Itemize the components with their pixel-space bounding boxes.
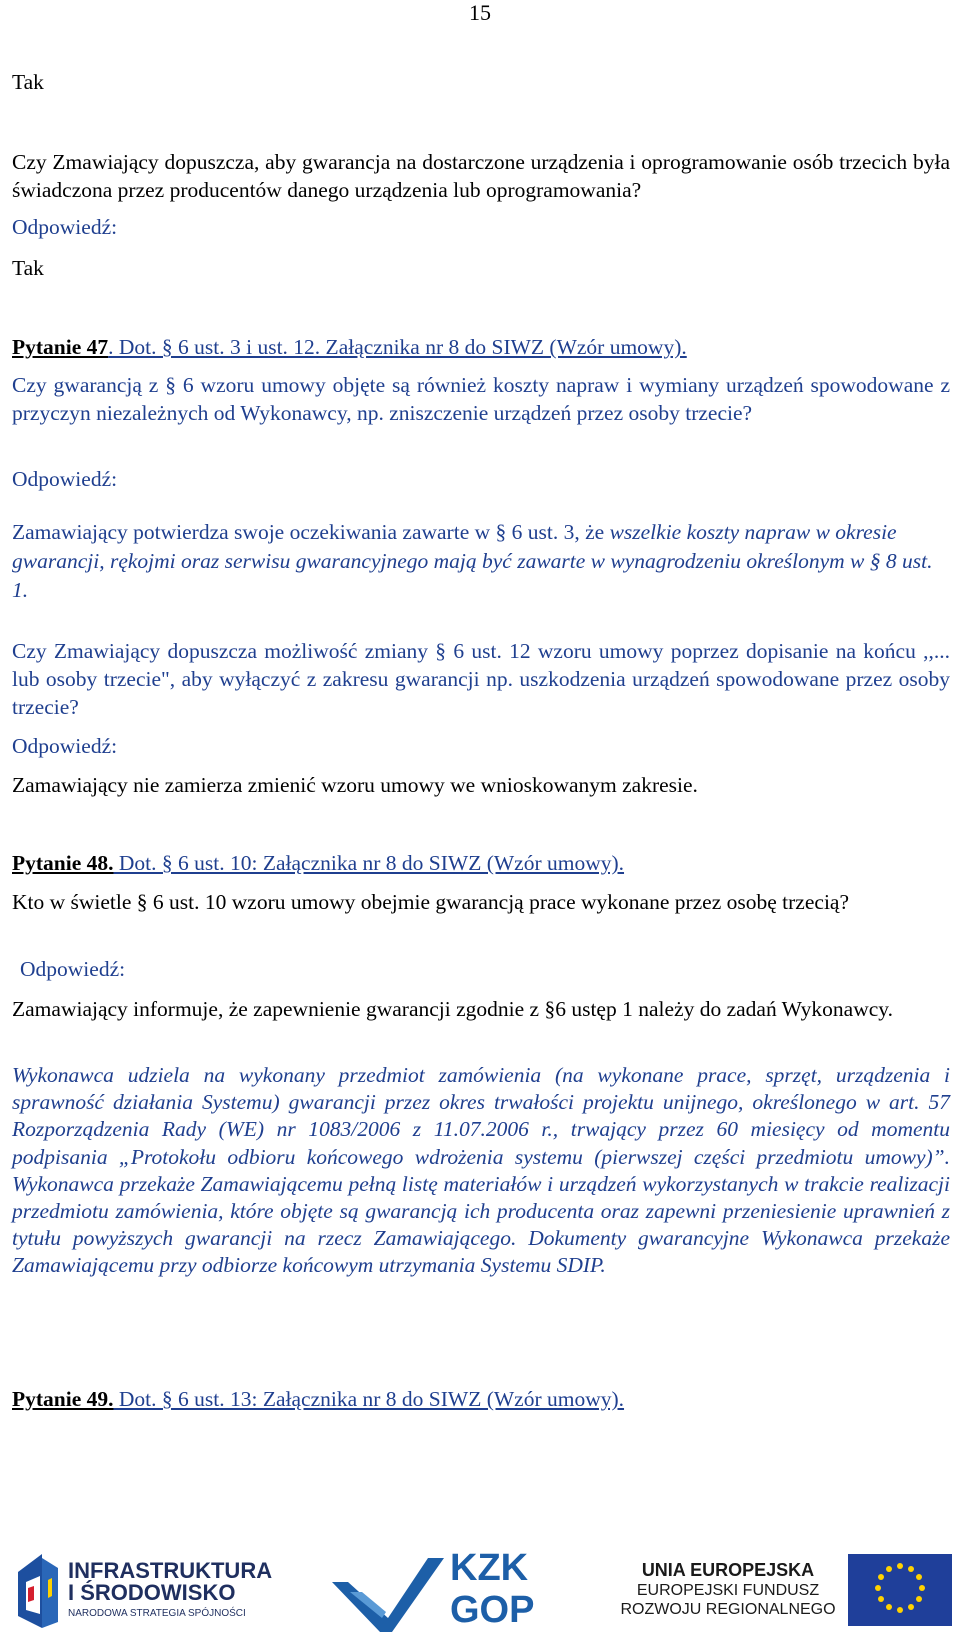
question-47-heading — [12, 333, 950, 361]
kzk-chevron-icon — [332, 1552, 444, 1632]
eu-regional-fund-logo — [618, 1554, 953, 1626]
eu-line2: EUROPEJSKI FUNDUSZ — [636, 1582, 820, 1599]
answer-47-italic: wszelkie koszty napraw w okresie gwarancji, rękojmi oraz serwisu gwarancyjnego mają być zawarte w wynagrodzeniu określonym w § 8 ust. 1. — [12, 520, 933, 602]
question-47-text: Czy gwarancją z § 6 wzoru umowy objęte są również koszty napraw i wymiany urządzeń spowodowane z przyczyn niezależnych od Wykonawcy, np. zniszczenie urządzeń przez osoby trzecie? — [12, 373, 950, 425]
question-48-heading — [12, 849, 950, 877]
answer-47-text — [12, 518, 950, 605]
page-number: 15 — [469, 0, 491, 25]
kzk-line1: KZK — [450, 1547, 529, 1589]
question-47-reference: . Dot. § 6 ust. 3 i ust. 12. Załącznika nr 8 do SIWZ (Wzór umowy). — [108, 335, 687, 359]
answer-label: Odpowiedź: — [12, 734, 118, 758]
infrastruktura-emblem-icon — [12, 1552, 62, 1630]
question-48-label: Pytanie 48. — [12, 851, 114, 875]
question-47-followup: Czy Zmawiający dopuszcza możliwość zmiany § 6 ust. 12 wzoru umowy poprzez dopisanie na końcu ,,... lub osoby trzecie", aby wyłączyć z zakresu gwarancji np. uszkodzenia urządzeń spowodowane przez osoby trzecie? — [12, 639, 950, 719]
infra-line3: NARODOWA STRATEGIA SPÓJNOŚCI — [68, 1608, 246, 1619]
eu-line1: UNIA EUROPEJSKA — [641, 1560, 815, 1580]
question-49-heading — [12, 1385, 950, 1413]
answer-tak: Tak — [12, 256, 44, 280]
question-47-label: Pytanie 47 — [12, 335, 109, 359]
answer-label: Odpowiedź: — [20, 957, 126, 981]
footer-logos — [0, 1536, 960, 1633]
kzk-line2: GOP — [450, 1589, 535, 1631]
infra-line2: I ŚRODOWISKO — [68, 1580, 236, 1605]
infrastruktura-srodowisko-logo — [12, 1552, 272, 1632]
answer-tak: Tak — [12, 70, 44, 94]
question-guarantee-third-party: Czy Zmawiający dopuszcza, aby gwarancja na dostarczone urządzenia i oprogramowanie osób trzecich była świadczona przez producentów danego urządzenia lub oprogramowania? — [12, 150, 950, 202]
eu-flag-icon — [848, 1554, 952, 1626]
answer-label: Odpowiedź: — [12, 215, 118, 239]
answer-label: Odpowiedź: — [12, 467, 118, 491]
answer-47-followup: Zamawiający nie zamierza zmienić wzoru umowy we wnioskowanym zakresie. — [12, 773, 698, 797]
question-48-reference: Dot. § 6 ust. 10: Załącznika nr 8 do SIWZ (Wzór umowy). — [113, 851, 625, 875]
answer-47-plain: Zamawiający potwierdza swoje oczekiwania zawarte w § 6 ust. 3, że — [12, 520, 610, 544]
eu-line3: ROZWOJU REGIONALNEGO — [620, 1601, 836, 1618]
answer-48-text: Zamawiający informuje, że zapewnienie gwarancji zgodnie z §6 ustęp 1 należy do zadań Wykonawcy. — [12, 997, 894, 1021]
infra-line1: INFRASTRUKTURA — [68, 1558, 273, 1583]
question-49-reference: Dot. § 6 ust. 13: Załącznika nr 8 do SIWZ (Wzór umowy). — [113, 1387, 625, 1411]
question-48-text: Kto w świetle § 6 ust. 10 wzoru umowy obejmie gwarancją prace wykonane przez osobę trzecią? — [12, 890, 849, 914]
kzk-gop-logo — [332, 1548, 552, 1634]
answer-48-italic: Wykonawca udziela na wykonany przedmiot zamówienia (na wykonane prace, sprzęt, urządzenia i sprawność działania Systemu) gwarancji przez okres trwałości projektu unijnego, określonego w art. 57 Rozporządzenia Rady (WE) nr 1083/2006 z 11.07.2006 r., trwający przez 60 miesięcy od momentu podpisania „Protokołu odbioru końcowego wdrożenia systemu (pierwszej części przedmiotu umowy)”. Wykonawca przekaże Zamawiającemu pełną listę materiałów i urządzeń wykorzystanych w trakcie realizacji przedmiotu zamówienia, które objęte są gwarancją ich producenta oraz zapewni przeniesienie uprawnień z tytułu powyższych gwarancji na rzecz Zamawiającego. Dokumenty gwarancyjne Wykonawca przekaże Zamawiającemu przy odbiorze końcowym utrzymania Systemu SDIP. — [12, 1063, 950, 1278]
question-49-label: Pytanie 49. — [12, 1387, 114, 1411]
